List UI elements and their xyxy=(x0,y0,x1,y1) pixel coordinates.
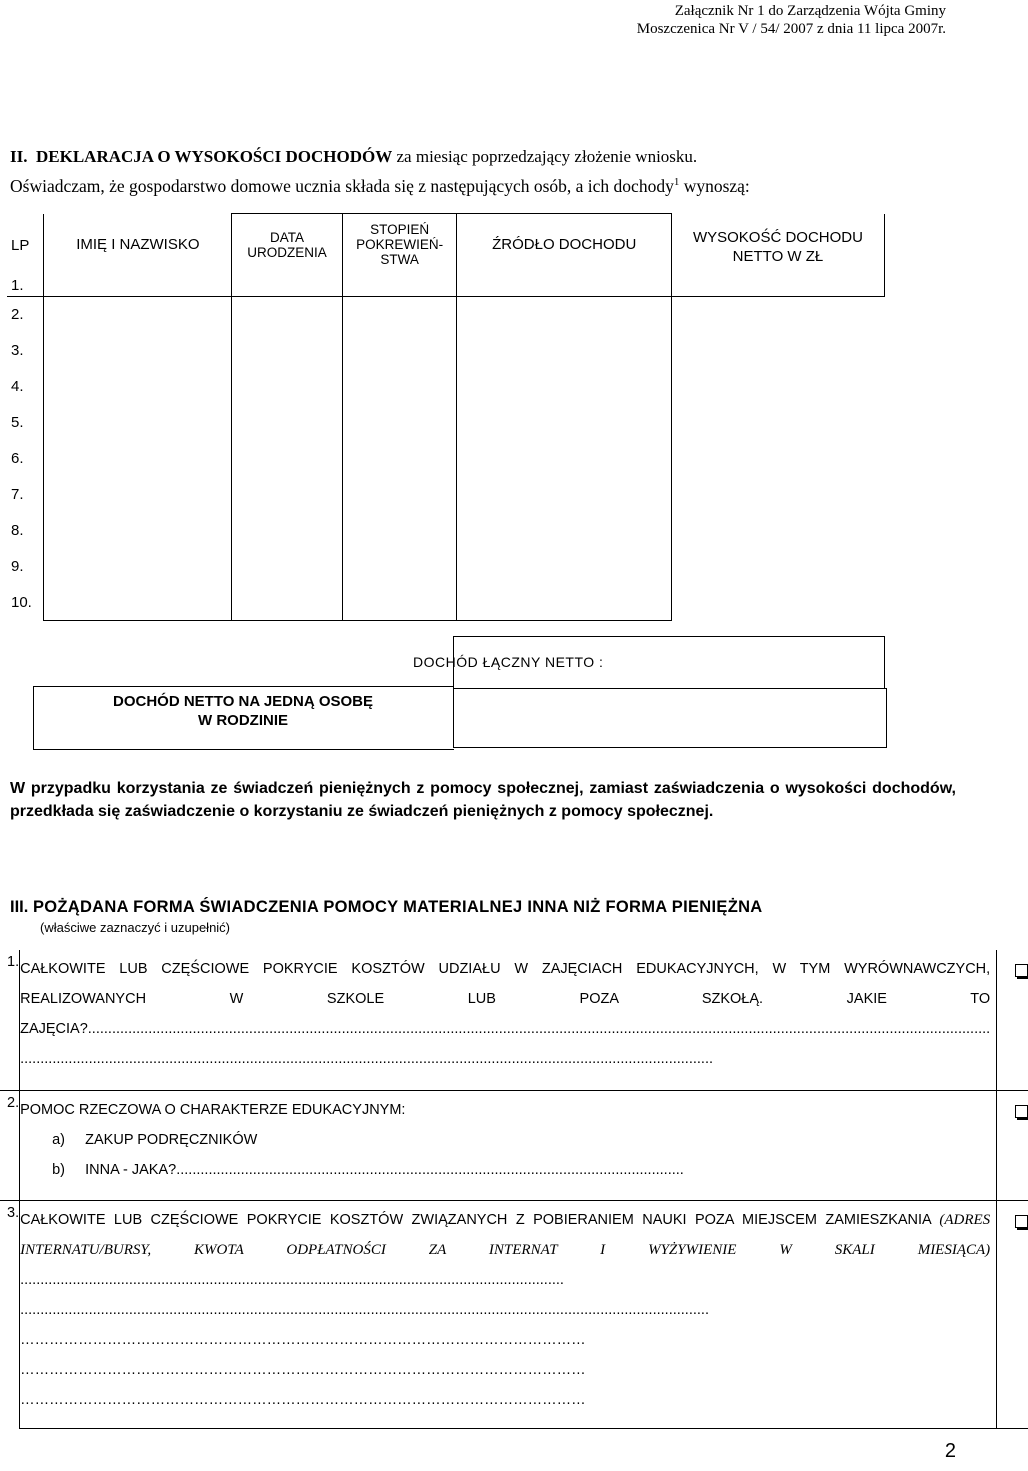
aid-form-3-check-cell xyxy=(997,1200,1028,1428)
lp-header: LP xyxy=(11,236,30,254)
amount-header-a: WYSOKOŚĆ DOCHODU xyxy=(692,228,863,246)
amount-header-b: NETTO W ZŁ xyxy=(732,247,824,265)
sub-a-text: ZAKUP PODRĘCZNIKÓW xyxy=(85,1131,258,1148)
row-9-number: 9. xyxy=(11,557,24,575)
aid-form-2-number: 2. xyxy=(0,1090,20,1200)
section-3-subtitle: (właściwe zaznaczyć i uzupełnić) xyxy=(40,920,231,935)
aid-form-2-check-cell xyxy=(997,1090,1028,1200)
sub-a-label: a) xyxy=(52,1131,65,1148)
row-10-number: 10. xyxy=(11,593,32,611)
aid-form-2-content xyxy=(20,1090,997,1200)
aid-form-2-sub-b xyxy=(20,1155,790,1185)
footnote-mark: 1 xyxy=(673,176,680,188)
row-8-number: 8. xyxy=(11,521,24,539)
aid-form-row-3 xyxy=(0,1200,1028,1428)
totals-block xyxy=(33,636,883,748)
aid-form-3-text-tail: ....................................................................................................................................... xyxy=(20,1271,564,1288)
sub-b-label: b) xyxy=(52,1161,65,1178)
social-assistance-note: W przypadku korzystania ze świadczeń pieniężnych z pomocy społecznej, zamiast zaświadczenia o wysokości dochodów, przedkłada się zaświadczenie o korzystaniu ze świadczeń pieniężnych z pomocy społecznej. xyxy=(10,780,956,820)
section-3-title xyxy=(10,898,763,917)
col-relation-header xyxy=(342,214,457,297)
aid-form-2-text: POMOC RZECZOWA O CHARAKTERZE EDUKACYJNYM: xyxy=(20,1101,406,1118)
aid-form-1-dots: ............................................................................................................................................................................ xyxy=(20,1051,714,1067)
source-entry-cell[interactable] xyxy=(457,296,671,621)
row-5-number: 5. xyxy=(11,413,24,431)
header-line-2: Moszczenica Nr V / 54/ 2007 z dnia 11 lipca 2007r. xyxy=(636,21,946,37)
section-2-title-bold: DEKLARACJA O WYSOKOŚCI DOCHODÓW xyxy=(35,147,393,166)
aid-form-3-checkbox[interactable] xyxy=(1015,1215,1028,1228)
name-entry-cell[interactable] xyxy=(44,296,232,621)
aid-form-3-content xyxy=(20,1200,997,1428)
aid-form-row-1 xyxy=(0,950,1028,1090)
income-table xyxy=(7,213,885,621)
row-numbers xyxy=(7,296,44,621)
section-2-title-rest: za miesiąc poprzedzający złożenie wniosku. xyxy=(392,147,698,166)
col-name-header xyxy=(44,214,232,297)
row-4-number: 4. xyxy=(11,377,24,395)
birth-entry-cell[interactable] xyxy=(232,296,343,621)
per-person-label-a: DOCHÓD NETTO NA JEDNĄ OSOBĘ xyxy=(112,693,374,710)
aid-form-2-sub-a xyxy=(20,1125,996,1155)
row-3-number: 3. xyxy=(11,341,24,359)
row-6-number: 6. xyxy=(11,449,24,467)
per-person-label-b: W RODZINIE xyxy=(198,712,288,729)
declaration-part-b: wynoszą: xyxy=(679,175,750,196)
section-2-number: II. xyxy=(10,147,28,166)
aid-form-3-dots-2: ……………………………………………………………………………………………………… xyxy=(20,1331,586,1348)
aid-form-row-2 xyxy=(0,1090,1028,1200)
relation-header-b: POKREWIEŃ- xyxy=(356,237,444,252)
source-header: ŹRÓDŁO DOCHODU xyxy=(492,236,637,253)
aid-form-1-checkbox[interactable] xyxy=(1015,964,1028,977)
aid-form-3-dots-4: ……………………………………………………………………………………………………… xyxy=(20,1391,586,1408)
aid-form-1-content xyxy=(20,950,997,1090)
amount-entry-cell[interactable] xyxy=(671,296,884,621)
aid-form-3-text-italic: (ADRES INTERNATU/BURSY, KWOTA ODPŁATNOŚCI ZA INTERNAT I WYŻYWIENIE W SKALI MIESIĄCA) xyxy=(20,1211,991,1258)
col-birth-header xyxy=(232,214,343,297)
per-person-value-box[interactable] xyxy=(453,688,887,748)
name-header: IMIĘ I NAZWISKO xyxy=(76,235,200,253)
relation-header-a: STOPIEŃ xyxy=(370,222,430,237)
relation-entry-cell[interactable] xyxy=(342,296,457,621)
aid-form-1-number: 1. xyxy=(0,950,20,1090)
header-line-1: Załącznik Nr 1 do Zarządzenia Wójta Gminy xyxy=(674,3,946,19)
declaration-part-a: Oświadczam, że gospodarstwo domowe ucznia składa się z następujących osób, a ich dochody xyxy=(10,175,674,196)
aid-form-2-checkbox[interactable] xyxy=(1015,1105,1028,1118)
page-number: 2 xyxy=(944,1440,956,1462)
row-1-number: 1. xyxy=(11,276,24,294)
section-2-title xyxy=(10,146,697,168)
per-person-label xyxy=(33,692,453,730)
aid-form-3-text-main: CAŁKOWITE LUB CZĘŚCIOWE POKRYCIE KOSZTÓW ZWIĄZANYCH Z POBIERANIEM NAUKI POZA MIEJSCEM ZAMIESZKANIA xyxy=(20,1211,940,1228)
col-source-header xyxy=(457,214,671,297)
sub-b-text: INNA - JAKA?.............................................................................................................................. xyxy=(85,1161,684,1178)
col-lp-header xyxy=(7,214,44,297)
section-3-title-text: POŻĄDANA FORMA ŚWIADCZENIA POMOCY MATERIALNEJ INNA NIŻ FORMA PIENIĘŻNA xyxy=(32,898,763,916)
section-3-number: III. xyxy=(10,898,29,916)
birth-header: DATA URODZENIA xyxy=(247,230,327,260)
row-2-number: 2. xyxy=(11,305,24,323)
aid-form-3-dots-3: ……………………………………………………………………………………………………… xyxy=(20,1361,586,1378)
attachment-header xyxy=(637,2,946,38)
col-amount-header xyxy=(671,214,884,297)
aid-form-3-number: 3. xyxy=(0,1200,20,1428)
aid-form-1-check-cell xyxy=(997,950,1028,1090)
row-7-number: 7. xyxy=(11,485,24,503)
aid-forms-table xyxy=(0,950,1028,1429)
total-net-label: DOCHÓD ŁĄCZNY NETTO : xyxy=(413,654,604,670)
aid-form-3-text xyxy=(20,1205,990,1295)
declaration-text xyxy=(10,171,750,197)
aid-form-1-text: CAŁKOWITE LUB CZĘŚCIOWE POKRYCIE KOSZTÓW UDZIAŁU W ZAJĘCIACH EDUKACYJNYCH, W TYM WYRÓWNAWCZYCH, REALIZOWANYCH W SZKOLE LUB POZA SZKOŁĄ. JAKIE TO ZAJĘCIA?................................................................................................................................................................................................................................ xyxy=(20,961,991,1037)
relation-header-c: STWA xyxy=(380,252,419,267)
aid-form-3-dots-1: ........................................................................................................................................................................... xyxy=(20,1301,709,1318)
